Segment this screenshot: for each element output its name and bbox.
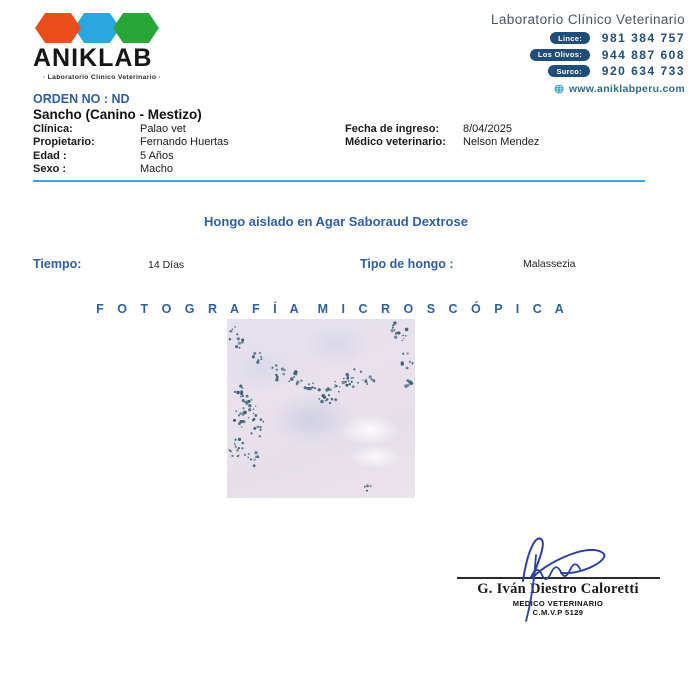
photo-section-title [0,302,665,316]
field-label: Sexo : [33,163,67,176]
location-badge: Los Olivos: [530,49,590,61]
field-row-edad [33,149,229,163]
field-label: Médico veterinario: [345,136,446,149]
globe-icon [554,84,564,94]
aniklab-logo [33,12,173,81]
field-value: 8/04/2025 [463,122,512,135]
phone-number: 944 887 608 [601,47,685,62]
logo-hexagons [35,12,173,44]
phone-number: 981 384 757 [601,31,685,45]
field-label: Clínica: [33,122,73,135]
section-divider [33,180,645,182]
yeast-cell-clusters [227,319,415,498]
field-value: 5 Años [140,149,174,162]
tipo-de-hongo-label: Tipo de hongo : [360,257,454,271]
field-row-propietario [33,136,229,150]
phone-number: 920 634 733 [601,64,685,78]
contact-title: Laboratorio Clínico Veterinario [490,12,685,27]
microscopy-image [227,319,415,498]
patient-fields-right [345,122,539,149]
tipo-de-hongo-value: Malassezia [523,258,576,270]
tiempo-value: 14 Días [148,259,185,271]
veterinarian-license: C.M.V.P 5129 [532,608,584,617]
hexagon-green-icon [113,13,159,43]
phone-row-surco [491,64,685,78]
patient-name: Sancho (Canino - Mestizo) [33,107,202,122]
field-row-medico-veterinario [345,136,539,150]
field-value: Nelson Mendez [463,136,540,149]
veterinarian-title: MEDICO VETERINARIO [512,599,604,608]
contact-block [491,12,685,95]
phone-row-lince [491,31,685,45]
field-row-sexo [33,163,229,177]
result-section-title: Hongo aislado en Agar Saboraud Dextrose [204,214,468,229]
location-badge: Surco: [548,65,590,77]
tiempo-label: Tiempo: [33,257,82,271]
website-url[interactable]: www.aniklabperu.com [568,83,685,95]
photo-title-word: F O T O G R A F Í A [96,302,304,316]
phone-row-los-olivos [491,48,685,62]
field-label: Edad : [33,149,67,162]
field-value: Palao vet [140,122,186,135]
website-row [491,83,685,95]
signature-flourish [487,531,609,623]
logo-wordmark: ANIKLAB [33,44,153,72]
order-number: ORDEN NO : ND [33,92,130,106]
patient-fields-left [33,122,229,176]
location-badge: Lince: [550,32,590,44]
field-label: Fecha de ingreso: [345,122,440,135]
hexagon-orange-icon [35,13,81,43]
field-value: Fernando Huertas [140,136,229,149]
field-label: Propietario: [33,136,95,149]
veterinarian-name: G. Iván Diestro Caloretti [477,581,639,597]
photo-title-word: M I C R O S C Ó P I C A [317,302,569,316]
field-row-clinica [33,122,229,136]
field-value: Macho [140,163,174,176]
field-row-fecha-ingreso [345,122,539,136]
logo-tagline: · Laboratorio Clínico Veterinario · [42,74,162,81]
